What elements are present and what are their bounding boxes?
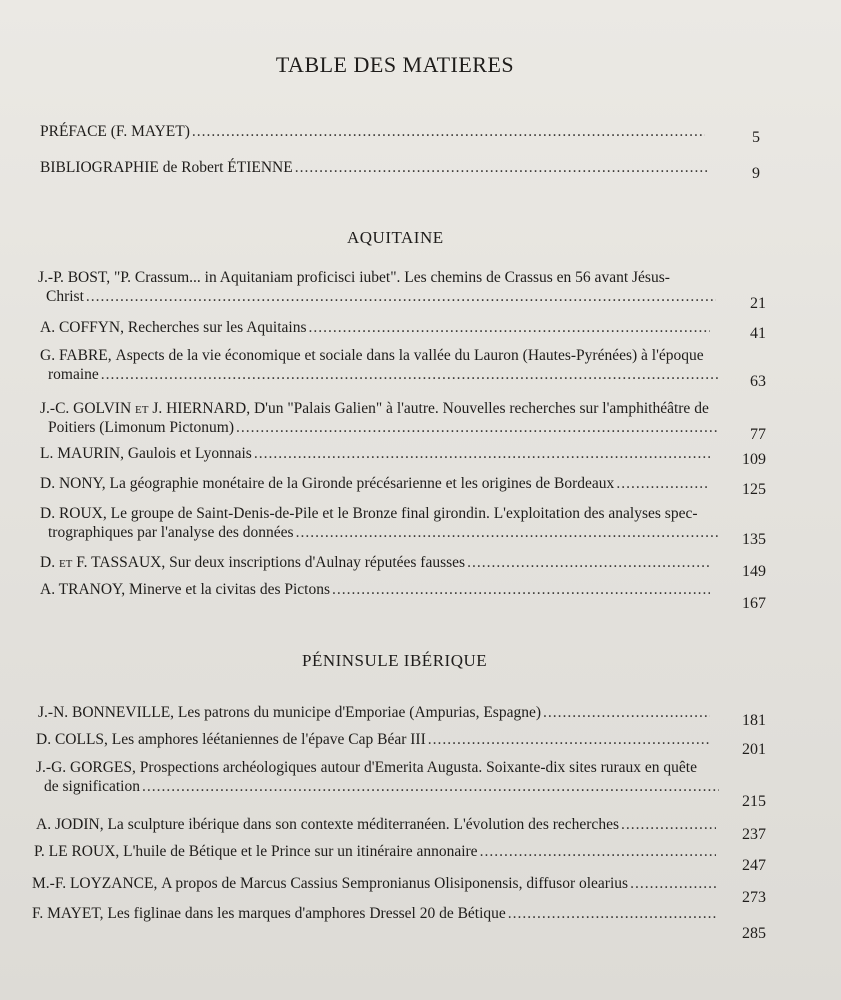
page-number: 215 [742, 793, 766, 810]
page-number: 9 [752, 165, 760, 182]
entry-title: Les patrons du municipe d'Emporiae (Ampurias, Espagne) [177, 704, 541, 721]
entry-title: La géographie monétaire de la Gironde précésarienne et les origines de Bordeaux [109, 475, 615, 492]
entry-title-cont: de signification [44, 778, 140, 795]
leader-dots [254, 444, 710, 463]
entry-author: D. ROUX, [40, 505, 107, 522]
entry-title: La sculpture ibérique dans son contexte méditerranéen. L'évolution des recherches [107, 816, 619, 833]
entry-title: Gaulois et Lyonnais [127, 445, 252, 462]
leader-dots [543, 703, 710, 722]
page-number: 77 [750, 426, 766, 443]
entry-title: Les figlinae dans les marques d'amphores Dressel 20 de Bétique [107, 905, 506, 922]
entry-title-cont: Christ [46, 288, 84, 305]
section-heading-aquitaine: AQUITAINE [347, 228, 444, 247]
page-number: 125 [742, 481, 766, 498]
toc-entry [38, 268, 766, 312]
toc-entry-preface [40, 122, 760, 146]
section-heading-peninsule-iberique: PÉNINSULE IBÉRIQUE [302, 651, 488, 670]
page-number: 181 [742, 712, 766, 729]
page-number: 247 [742, 857, 766, 874]
page-number: 135 [742, 531, 766, 548]
entry-author: J.-C. GOLVIN et J. HIERNARD, [40, 400, 251, 417]
leader-dots [192, 122, 705, 141]
page-number: 149 [742, 563, 766, 580]
entry-title: Le groupe de Saint-Denis-de-Pile et le Bronze final girondin. L'exploitation des analyses spec- [110, 505, 698, 522]
leader-dots [621, 815, 716, 834]
leader-dots [630, 874, 716, 893]
toc-entry [40, 504, 766, 548]
toc-entry [38, 703, 766, 729]
entry-author: M.-F. LOYZANCE, [32, 875, 158, 892]
entry-author: L. MAURIN, [40, 445, 124, 462]
leader-dots [332, 580, 710, 599]
toc-entry [40, 318, 766, 342]
entry-title: Sur deux inscriptions d'Aulnay réputées fausses [169, 554, 466, 571]
entry-title: "P. Crassum... in Aquitaniam proficisci iubet". Les chemins de Crassus en 56 avant Jésus- [113, 269, 670, 286]
toc-entry [40, 553, 766, 580]
leader-dots [616, 474, 710, 493]
toc-entry [32, 904, 766, 942]
entry-title: D'un "Palais Galien" à l'autre. Nouvelles recherches sur l'amphithéâtre de [253, 400, 709, 417]
leader-dots [296, 523, 718, 542]
toc-entry [36, 730, 766, 758]
leader-dots [428, 730, 711, 749]
entry-title-cont: Poitiers (Limonum Pictonum) [48, 419, 234, 436]
entry-author: F. MAYET, [32, 905, 104, 922]
entry-title: Aspects de la vie économique et sociale dans la vallée du Lauron (Hautes-Pyrénées) à l'époque [115, 347, 704, 364]
page-number: 41 [750, 325, 766, 342]
leader-dots [467, 553, 710, 572]
entry-title: Prospections archéologiques autour d'Emerita Augusta. Soixante-dix sites ruraux en quête [139, 759, 697, 776]
entry-author: J.-N. BONNEVILLE, [38, 704, 175, 721]
page-number: 167 [742, 595, 766, 612]
toc-entry [36, 758, 766, 810]
toc-entry [32, 874, 766, 906]
page-number: 21 [750, 295, 766, 312]
page-number: 5 [752, 129, 760, 146]
toc-entry [34, 842, 766, 874]
toc-entry [36, 815, 766, 843]
entry-label: BIBLIOGRAPHIE de Robert ÉTIENNE [40, 159, 293, 176]
page-title: TABLE DES MATIERES [275, 52, 515, 77]
page-number: 237 [742, 826, 766, 843]
toc-entry-bibliographie [40, 158, 760, 182]
toc-entry [40, 399, 766, 443]
entry-title: L'huile de Bétique et le Prince sur un itinéraire annonaire [123, 843, 478, 860]
leader-dots [480, 842, 716, 861]
entry-title-cont: romaine [48, 366, 99, 383]
toc-entry [40, 580, 766, 612]
entry-author: D. COLLS, [36, 731, 108, 748]
page-number: 109 [742, 451, 766, 468]
entry-author: D. et F. TASSAUX, [40, 554, 166, 571]
toc-entry [40, 474, 766, 498]
leader-dots [142, 777, 719, 796]
entry-author: A. COFFYN, [40, 319, 124, 336]
leader-dots [101, 365, 718, 384]
leader-dots [86, 287, 716, 306]
entry-author: J.-P. BOST, [38, 269, 111, 286]
leader-dots [236, 418, 718, 437]
entry-author: J.-G. GORGES, [36, 759, 136, 776]
entry-author: A. JODIN, [36, 816, 104, 833]
entry-title: Les amphores léétaniennes de l'épave Cap Béar III [111, 731, 426, 748]
leader-dots [508, 904, 716, 923]
page-number: 63 [750, 373, 766, 390]
entry-title: Recherches sur les Aquitains [127, 319, 307, 336]
entry-title: Minerve et la civitas des Pictons [129, 581, 331, 598]
entry-author: D. NONY, [40, 475, 106, 492]
entry-author: P. LE ROUX, [34, 843, 120, 860]
page-number: 273 [742, 889, 766, 906]
entry-author: G. FABRE, [40, 347, 112, 364]
leader-dots [295, 158, 710, 177]
entry-label: PRÉFACE (F. MAYET) [40, 123, 190, 140]
toc-entry [40, 346, 766, 390]
toc-entry [40, 444, 766, 468]
entry-title: A propos de Marcus Cassius Sempronianus Olisiponensis, diffusor olearius [161, 875, 629, 892]
entry-title-cont: trographiques par l'analyse des données [48, 524, 294, 541]
page-number: 201 [742, 741, 766, 758]
entry-author: A. TRANOY, [40, 581, 126, 598]
page-number: 285 [742, 925, 766, 942]
leader-dots [309, 318, 711, 337]
